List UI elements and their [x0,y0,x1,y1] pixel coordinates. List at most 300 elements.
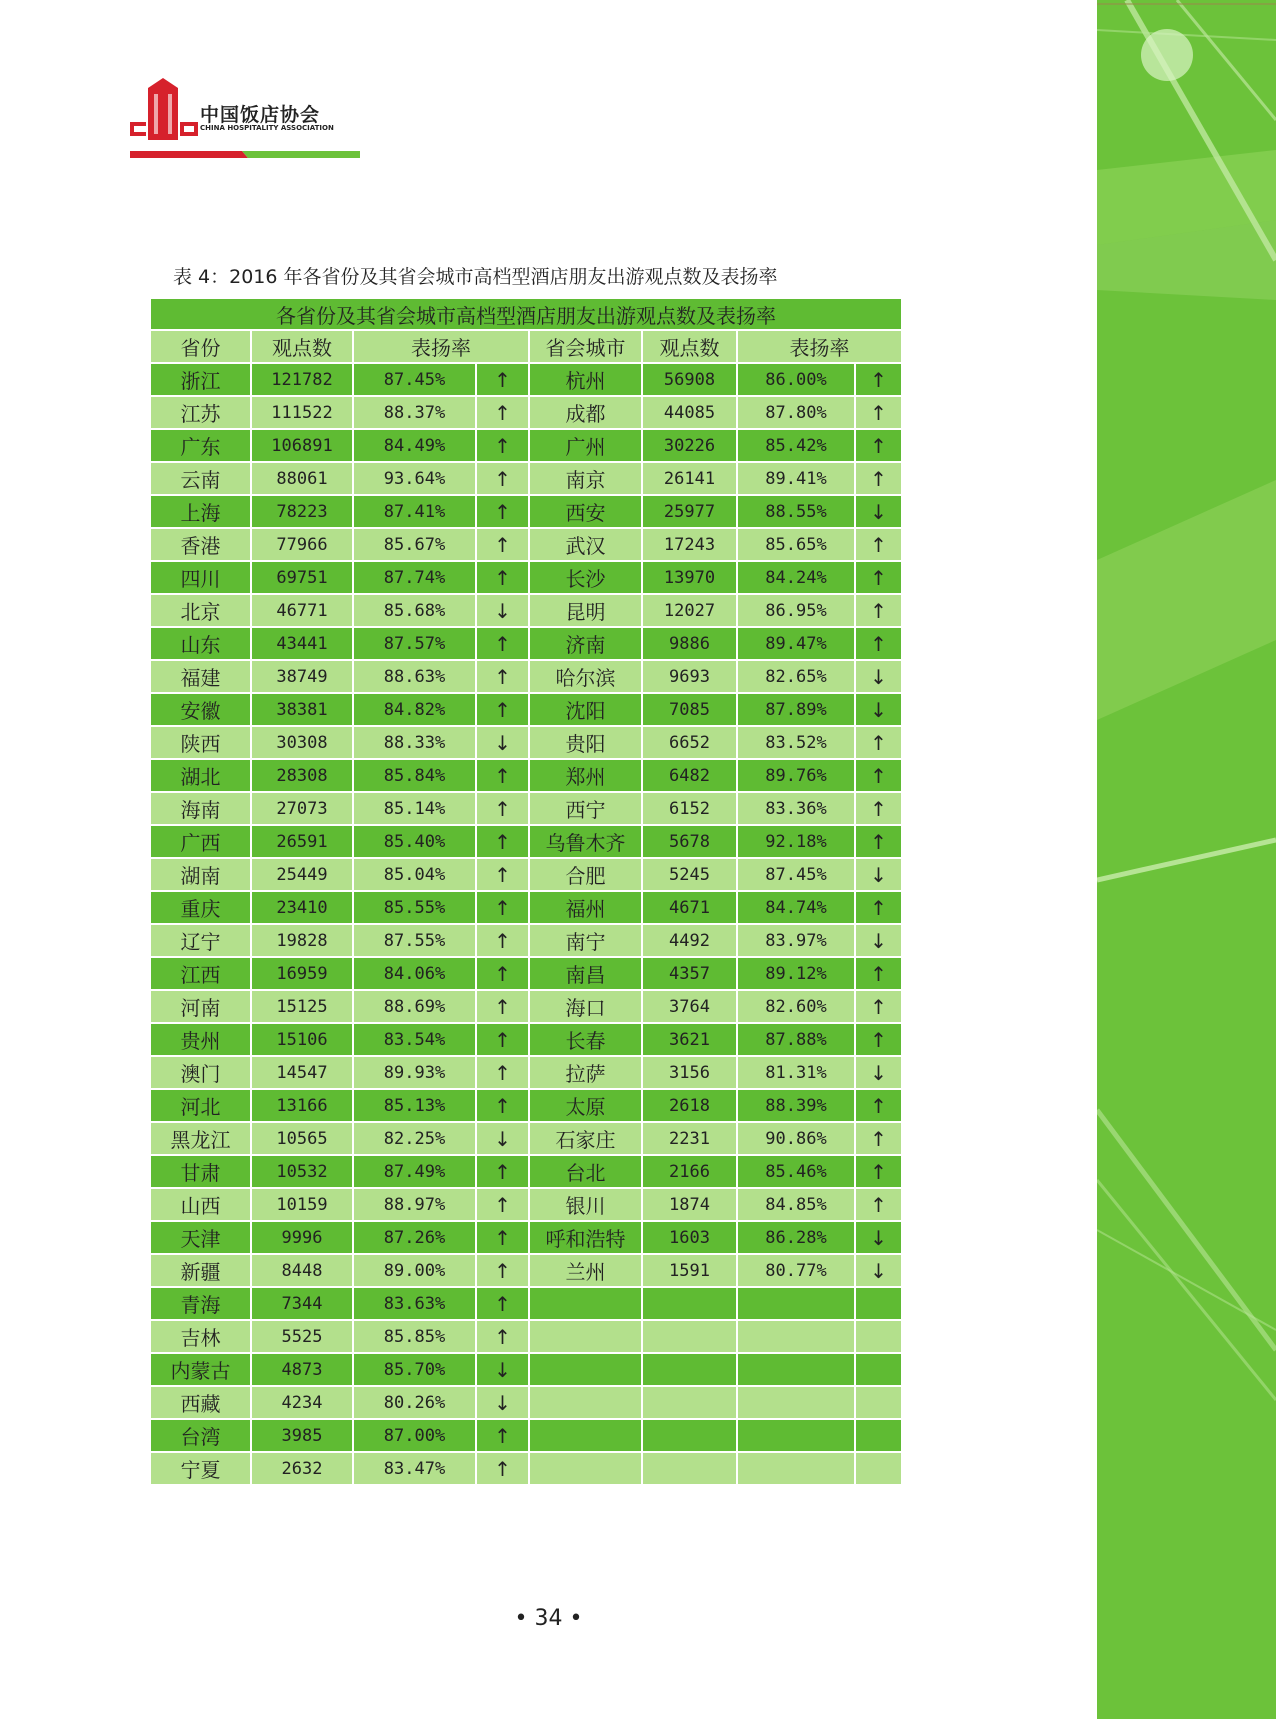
capital-trend-arrow: ↑ [855,1023,902,1056]
province-rate: 93.64% [353,462,476,495]
province-trend-arrow: ↑ [476,759,529,792]
capital-name: 济南 [529,627,642,660]
province-count: 25449 [251,858,353,891]
capital-trend-arrow: ↑ [855,627,902,660]
province-name: 宁夏 [150,1452,251,1485]
header-province: 省份 [150,330,251,363]
province-trend-arrow: ↑ [476,1320,529,1353]
capital-trend-arrow: ↓ [855,1056,902,1089]
capital-count: 4671 [642,891,737,924]
capital-name: 昆明 [529,594,642,627]
province-name: 上海 [150,495,251,528]
province-count: 7344 [251,1287,353,1320]
province-name: 陕西 [150,726,251,759]
table-row [150,1089,902,1122]
capital-name: 沈阳 [529,693,642,726]
capital-rate [737,1452,855,1485]
province-rate: 87.49% [353,1155,476,1188]
province-name: 江西 [150,957,251,990]
capital-name: 西宁 [529,792,642,825]
province-count: 19828 [251,924,353,957]
capital-count [642,1287,737,1320]
table-caption: 表 4：2016 年各省份及其省会城市高档型酒店朋友出游观点数及表扬率 [173,266,778,288]
capital-rate: 85.46% [737,1155,855,1188]
capital-rate: 84.74% [737,891,855,924]
province-trend-arrow: ↑ [476,1221,529,1254]
province-count: 10532 [251,1155,353,1188]
province-count: 27073 [251,792,353,825]
province-count: 77966 [251,528,353,561]
province-name: 浙江 [150,363,251,396]
province-name: 安徽 [150,693,251,726]
province-rate: 85.13% [353,1089,476,1122]
province-rate: 82.25% [353,1122,476,1155]
capital-count: 2166 [642,1155,737,1188]
province-trend-arrow: ↑ [476,528,529,561]
capital-name: 太原 [529,1089,642,1122]
capital-rate [737,1353,855,1386]
province-name: 天津 [150,1221,251,1254]
capital-name: 呼和浩特 [529,1221,642,1254]
province-trend-arrow: ↑ [476,990,529,1023]
capital-rate: 83.36% [737,792,855,825]
capital-trend-arrow: ↓ [855,693,902,726]
capital-rate: 81.31% [737,1056,855,1089]
sidebar-pattern [1097,0,1276,1719]
capital-rate: 87.45% [737,858,855,891]
capital-name [529,1320,642,1353]
province-trend-arrow: ↑ [476,396,529,429]
province-count: 121782 [251,363,353,396]
province-count: 38749 [251,660,353,693]
province-rate: 85.70% [353,1353,476,1386]
capital-name: 成都 [529,396,642,429]
table-row [150,1122,902,1155]
capital-count: 12027 [642,594,737,627]
province-trend-arrow: ↑ [476,891,529,924]
province-trend-arrow: ↓ [476,1386,529,1419]
capital-name: 哈尔滨 [529,660,642,693]
province-trend-arrow: ↑ [476,957,529,990]
capital-count: 9886 [642,627,737,660]
capital-rate [737,1320,855,1353]
table-row [150,858,902,891]
capital-name [529,1452,642,1485]
province-name: 河南 [150,990,251,1023]
capital-name: 贵阳 [529,726,642,759]
capital-trend-arrow: ↑ [855,726,902,759]
province-name: 辽宁 [150,924,251,957]
province-rate: 85.85% [353,1320,476,1353]
province-count: 30308 [251,726,353,759]
capital-trend-arrow: ↑ [855,594,902,627]
province-trend-arrow: ↓ [476,1122,529,1155]
province-rate: 85.68% [353,594,476,627]
province-name: 云南 [150,462,251,495]
table-row [150,495,902,528]
capital-trend-arrow: ↓ [855,858,902,891]
capital-count: 4357 [642,957,737,990]
province-rate: 80.26% [353,1386,476,1419]
province-rate: 83.63% [353,1287,476,1320]
province-count: 43441 [251,627,353,660]
capital-trend-arrow: ↑ [855,396,902,429]
org-name-en: CHINA HOSPITALITY ASSOCIATION [200,124,334,132]
decorative-sidebar [1097,0,1276,1719]
capital-rate: 85.65% [737,528,855,561]
header-capital-count: 观点数 [642,330,737,363]
province-count: 15125 [251,990,353,1023]
capital-trend-arrow: ↑ [855,429,902,462]
capital-rate: 87.89% [737,693,855,726]
province-count: 4873 [251,1353,353,1386]
province-rate: 87.57% [353,627,476,660]
capital-trend-arrow: ↑ [855,759,902,792]
province-count: 111522 [251,396,353,429]
province-name: 西藏 [150,1386,251,1419]
province-rate: 87.74% [353,561,476,594]
province-trend-arrow: ↑ [476,660,529,693]
capital-count: 6152 [642,792,737,825]
province-count: 13166 [251,1089,353,1122]
province-count: 26591 [251,825,353,858]
capital-count: 56908 [642,363,737,396]
province-count: 16959 [251,957,353,990]
capital-trend-arrow: ↓ [855,1221,902,1254]
data-table [149,297,903,1486]
capital-rate [737,1386,855,1419]
table-row [150,1452,902,1485]
province-name: 重庆 [150,891,251,924]
province-count: 106891 [251,429,353,462]
province-trend-arrow: ↑ [476,924,529,957]
header-count: 观点数 [251,330,353,363]
province-rate: 88.37% [353,396,476,429]
capital-name: 南京 [529,462,642,495]
province-rate: 87.41% [353,495,476,528]
capital-trend-arrow [855,1419,902,1452]
province-count: 3985 [251,1419,353,1452]
province-trend-arrow: ↑ [476,1188,529,1221]
capital-count: 30226 [642,429,737,462]
capital-rate: 89.76% [737,759,855,792]
province-rate: 84.06% [353,957,476,990]
capital-count: 1591 [642,1254,737,1287]
capital-trend-arrow: ↑ [855,957,902,990]
province-trend-arrow: ↑ [476,561,529,594]
province-count: 8448 [251,1254,353,1287]
province-trend-arrow: ↑ [476,363,529,396]
province-rate: 85.14% [353,792,476,825]
table-row [150,1056,902,1089]
province-count: 15106 [251,1023,353,1056]
table-row [150,561,902,594]
capital-rate: 83.97% [737,924,855,957]
capital-trend-arrow [855,1386,902,1419]
capital-count: 13970 [642,561,737,594]
table-row [150,1254,902,1287]
province-rate: 87.00% [353,1419,476,1452]
province-rate: 89.00% [353,1254,476,1287]
province-trend-arrow: ↓ [476,726,529,759]
capital-count: 26141 [642,462,737,495]
province-trend-arrow: ↑ [476,1419,529,1452]
header-capital: 省会城市 [529,330,642,363]
capital-count: 17243 [642,528,737,561]
capital-trend-arrow: ↑ [855,891,902,924]
table-row [150,726,902,759]
province-name: 湖南 [150,858,251,891]
capital-count [642,1353,737,1386]
province-trend-arrow: ↑ [476,495,529,528]
province-name: 四川 [150,561,251,594]
capital-name: 郑州 [529,759,642,792]
table-row [150,825,902,858]
capital-rate: 83.52% [737,726,855,759]
province-count: 28308 [251,759,353,792]
table-row [150,1023,902,1056]
capital-rate: 88.55% [737,495,855,528]
capital-count: 1874 [642,1188,737,1221]
capital-name: 西安 [529,495,642,528]
capital-rate: 86.00% [737,363,855,396]
table-row [150,891,902,924]
province-rate: 84.82% [353,693,476,726]
province-name: 吉林 [150,1320,251,1353]
capital-count: 1603 [642,1221,737,1254]
province-rate: 88.33% [353,726,476,759]
capital-rate: 85.42% [737,429,855,462]
org-name-cn: 中国饭店协会 [200,104,321,126]
capital-name: 海口 [529,990,642,1023]
capital-trend-arrow [855,1287,902,1320]
capital-name: 长沙 [529,561,642,594]
table-row [150,429,902,462]
province-count: 14547 [251,1056,353,1089]
capital-name: 台北 [529,1155,642,1188]
capital-rate: 86.95% [737,594,855,627]
capital-rate: 84.24% [737,561,855,594]
capital-count: 6482 [642,759,737,792]
capital-name: 拉萨 [529,1056,642,1089]
capital-name [529,1287,642,1320]
province-trend-arrow: ↓ [476,594,529,627]
province-count: 78223 [251,495,353,528]
province-trend-arrow: ↑ [476,1089,529,1122]
province-trend-arrow: ↑ [476,1155,529,1188]
province-trend-arrow: ↑ [476,1056,529,1089]
capital-rate: 87.88% [737,1023,855,1056]
capital-count: 2618 [642,1089,737,1122]
province-count: 9996 [251,1221,353,1254]
province-name: 香港 [150,528,251,561]
capital-count [642,1386,737,1419]
table-row [150,1386,902,1419]
province-rate: 87.26% [353,1221,476,1254]
capital-trend-arrow: ↓ [855,495,902,528]
page-number: • 34 • [514,1606,583,1631]
table-row [150,363,902,396]
province-count: 10565 [251,1122,353,1155]
province-rate: 89.93% [353,1056,476,1089]
table-row [150,1419,902,1452]
province-name: 黑龙江 [150,1122,251,1155]
province-rate: 84.49% [353,429,476,462]
province-name: 新疆 [150,1254,251,1287]
province-rate: 85.55% [353,891,476,924]
province-count: 5525 [251,1320,353,1353]
capital-trend-arrow: ↓ [855,660,902,693]
capital-rate [737,1287,855,1320]
capital-count: 7085 [642,693,737,726]
province-rate: 85.84% [353,759,476,792]
capital-count: 2231 [642,1122,737,1155]
province-count: 69751 [251,561,353,594]
province-name: 河北 [150,1089,251,1122]
capital-name: 福州 [529,891,642,924]
province-rate: 83.54% [353,1023,476,1056]
province-name: 江苏 [150,396,251,429]
table-row [150,1287,902,1320]
province-name: 内蒙古 [150,1353,251,1386]
capital-rate: 87.80% [737,396,855,429]
province-name: 甘肃 [150,1155,251,1188]
capital-trend-arrow: ↑ [855,528,902,561]
capital-name [529,1353,642,1386]
table-row [150,594,902,627]
capital-trend-arrow: ↑ [855,1155,902,1188]
province-name: 青海 [150,1287,251,1320]
capital-count: 4492 [642,924,737,957]
table-row [150,1320,902,1353]
province-rate: 83.47% [353,1452,476,1485]
table-row [150,1188,902,1221]
capital-count: 9693 [642,660,737,693]
capital-trend-arrow: ↓ [855,924,902,957]
province-name: 北京 [150,594,251,627]
province-rate: 88.63% [353,660,476,693]
province-count: 38381 [251,693,353,726]
header-row [150,330,902,363]
capital-rate: 80.77% [737,1254,855,1287]
capital-count: 25977 [642,495,737,528]
header-rate: 表扬率 [353,330,529,363]
capital-rate: 86.28% [737,1221,855,1254]
province-count: 88061 [251,462,353,495]
capital-count: 3764 [642,990,737,1023]
capital-count: 3621 [642,1023,737,1056]
province-trend-arrow: ↑ [476,693,529,726]
table-row [150,990,902,1023]
table-row [150,396,902,429]
capital-count [642,1320,737,1353]
province-rate: 88.97% [353,1188,476,1221]
province-rate: 85.67% [353,528,476,561]
capital-name: 乌鲁木齐 [529,825,642,858]
province-name: 福建 [150,660,251,693]
table-row [150,924,902,957]
province-trend-arrow: ↑ [476,1254,529,1287]
capital-name: 银川 [529,1188,642,1221]
province-rate: 85.40% [353,825,476,858]
province-name: 山东 [150,627,251,660]
table-row [150,462,902,495]
capital-name: 武汉 [529,528,642,561]
province-trend-arrow: ↑ [476,1287,529,1320]
capital-name: 杭州 [529,363,642,396]
province-name: 海南 [150,792,251,825]
province-trend-arrow: ↑ [476,1023,529,1056]
capital-rate: 89.41% [737,462,855,495]
table-row [150,957,902,990]
capital-count: 3156 [642,1056,737,1089]
capital-rate: 90.86% [737,1122,855,1155]
province-count: 46771 [251,594,353,627]
province-count: 10159 [251,1188,353,1221]
province-name: 贵州 [150,1023,251,1056]
province-rate: 85.04% [353,858,476,891]
province-name: 广西 [150,825,251,858]
capital-name: 广州 [529,429,642,462]
capital-rate: 82.65% [737,660,855,693]
header-color-bar [130,151,360,158]
province-count: 2632 [251,1452,353,1485]
table-row [150,1221,902,1254]
capital-name: 南昌 [529,957,642,990]
province-name: 澳门 [150,1056,251,1089]
province-trend-arrow: ↑ [476,792,529,825]
capital-rate: 89.47% [737,627,855,660]
capital-name: 兰州 [529,1254,642,1287]
capital-trend-arrow: ↑ [855,1122,902,1155]
capital-name: 长春 [529,1023,642,1056]
province-trend-arrow: ↑ [476,429,529,462]
capital-trend-arrow: ↑ [855,462,902,495]
province-name: 山西 [150,1188,251,1221]
province-count: 23410 [251,891,353,924]
table-row [150,660,902,693]
capital-rate: 84.85% [737,1188,855,1221]
table-row [150,528,902,561]
province-trend-arrow: ↑ [476,858,529,891]
capital-rate: 89.12% [737,957,855,990]
capital-trend-arrow: ↑ [855,990,902,1023]
capital-name: 石家庄 [529,1122,642,1155]
capital-rate [737,1419,855,1452]
capital-count [642,1419,737,1452]
capital-name: 合肥 [529,858,642,891]
province-name: 湖北 [150,759,251,792]
table-row [150,1155,902,1188]
capital-trend-arrow [855,1452,902,1485]
province-rate: 87.55% [353,924,476,957]
province-rate: 87.45% [353,363,476,396]
table-row [150,1353,902,1386]
capital-rate: 82.60% [737,990,855,1023]
table-row [150,759,902,792]
province-trend-arrow: ↑ [476,462,529,495]
province-count: 4234 [251,1386,353,1419]
capital-count: 6652 [642,726,737,759]
table-row [150,627,902,660]
capital-rate: 92.18% [737,825,855,858]
province-trend-arrow: ↑ [476,627,529,660]
capital-trend-arrow: ↑ [855,561,902,594]
capital-trend-arrow: ↓ [855,1254,902,1287]
capital-name: 南宁 [529,924,642,957]
province-trend-arrow: ↓ [476,1353,529,1386]
province-name: 台湾 [150,1419,251,1452]
